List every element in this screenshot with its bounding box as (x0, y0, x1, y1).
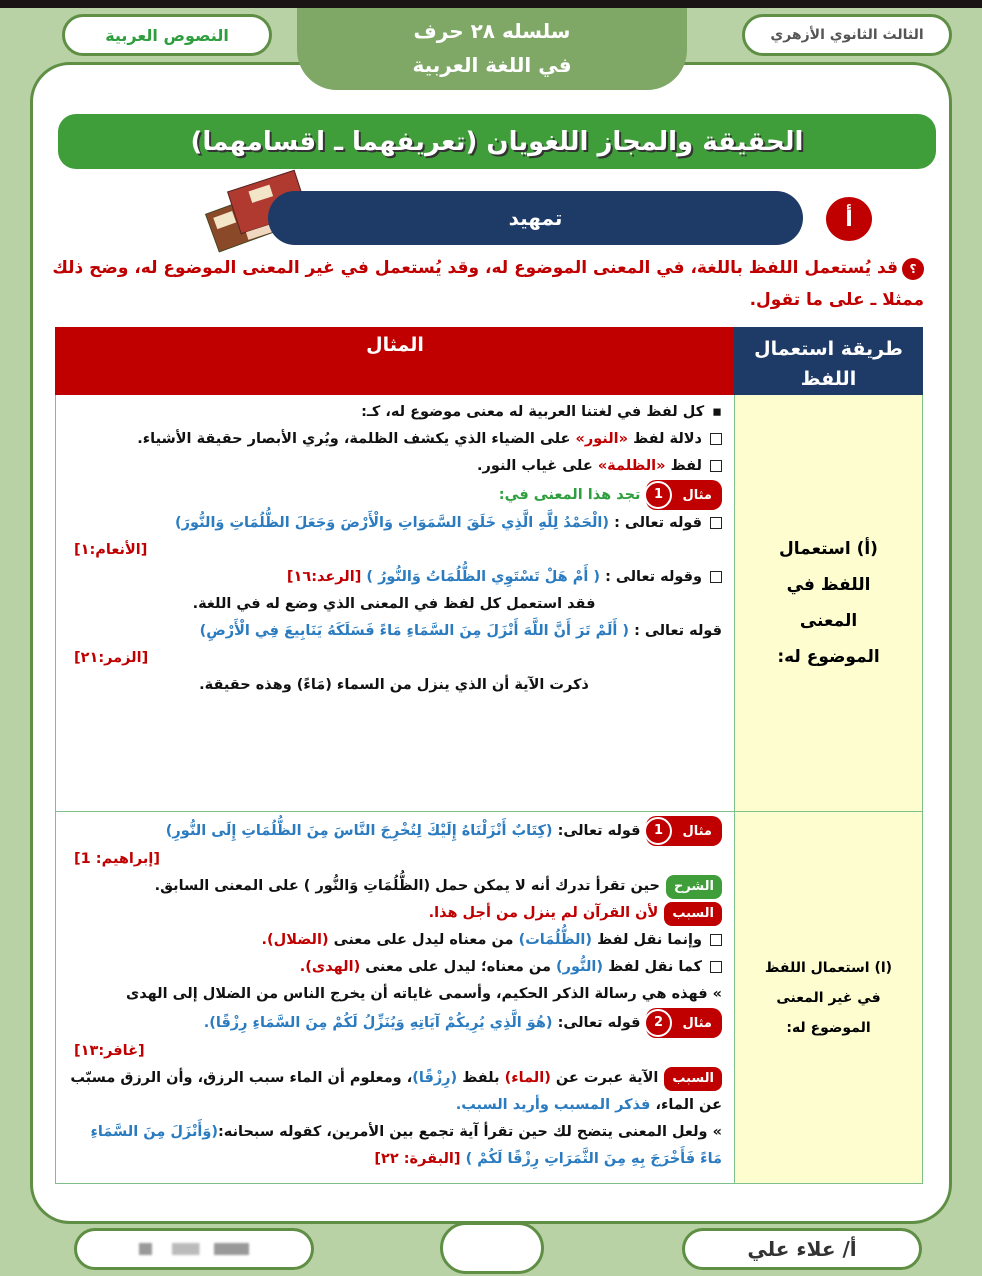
text-segment: من معناه؛ ليدل على معنى (360, 959, 556, 975)
bullet-icon: ▪ (712, 404, 722, 420)
text-segment: ( أَمْ هَلْ تَسْتَوِي الظُّلُمَاتُ وَالنُّورُ ) (366, 569, 601, 585)
text-segment: كل لفظ في لغتنا العربية له معنى موضوع له، كـ: (361, 404, 705, 420)
text-segment: (وَأَنْزَلَ مِنَ السَّمَاءِ مَاءً فَأَخْرَجَ بِهِ مِنَ الثَّمَرَاتِ رِزْقًا لَكُمْ ) (90, 1124, 722, 1167)
content-line (66, 564, 722, 591)
tag-badge: الشرح (666, 875, 722, 899)
table-row (56, 812, 923, 1184)
verse-reference: [إبراهيم: 1] (74, 851, 160, 867)
text-segment: (الضلال). (261, 932, 329, 948)
content-line (66, 927, 722, 954)
content-line (66, 399, 722, 426)
text-segment: [البقرة: ٢٢] (374, 1151, 466, 1167)
content-line (66, 816, 722, 873)
text-segment: (الماء) (504, 1070, 551, 1086)
text-segment: [الرعد:١٦] (286, 569, 367, 585)
text-segment: (رِزْقًا) (412, 1070, 458, 1086)
content-line (66, 873, 722, 900)
text-segment: » فهذه هي رسالة الذكر الحكيم، وأسمى غاياته أن يخرج الناس من الضلال إلى الهدى (125, 986, 722, 1002)
text-segment: لفظ (665, 458, 702, 474)
example-label: مثال (682, 487, 712, 503)
row-label: (ا) استعمال اللفظ في غير المعنى الموضوع له: (735, 812, 923, 1184)
footer-author-pill: أ/ علاء علي (682, 1228, 922, 1270)
text-segment: ( أَلَمْ تَرَ أَنَّ اللَّهَ أَنْزَلَ مِنَ السَّمَاءِ مَاءً فَسَلَكَهُ يَنَابِيعَ فِي الْأَرْضِ) (199, 623, 630, 639)
row-content (56, 395, 735, 812)
text-segment: قوله تعالى : (629, 623, 722, 639)
text-segment: (الظُّلُمَات) (518, 932, 593, 948)
checkbox-icon (710, 934, 722, 946)
page-title: الحقيقة والمجاز اللغويان (تعريفهما ـ اقسامهما) (58, 114, 936, 169)
verse-reference: [الزمر:٢١] (74, 650, 149, 666)
text-segment: على غياب النور. (477, 458, 598, 474)
text-segment: «النور» (575, 431, 629, 447)
text-segment: فذكر المسبب وأريد السبب. (455, 1097, 651, 1113)
example-badge (646, 1008, 722, 1038)
table-row (56, 395, 923, 812)
text-segment: الآية عبرت عن (550, 1070, 659, 1086)
example-number: 1 (644, 817, 672, 845)
text-segment: (الْحَمْدُ لِلَّهِ الَّذِي خَلَقَ السَّمَوَاتِ وَالْأَرْضَ وَجَعَلَ الظُّلُمَاتِ وَالنُّورَ) (175, 515, 610, 531)
tag-badge: السبب (664, 1067, 722, 1091)
content-line (66, 1119, 722, 1173)
text-segment: وقوله تعالى : (600, 569, 702, 585)
verse-reference: [الأنعام:١] (74, 542, 148, 558)
text-segment: «الظلمة» (597, 458, 666, 474)
text-segment: على الضياء الذي يكشف الظلمة، ويُري الأبصار حقيقة الأشياء. (137, 431, 576, 447)
text-segment: بلفظ (457, 1070, 505, 1086)
text-segment: قوله تعالى: (552, 823, 641, 839)
text-segment: (الهدى). (299, 959, 361, 975)
content-line (66, 453, 722, 480)
text-segment: (كِتَابٌ أَنْزَلْنَاهُ إِلَيْكَ لِتُخْرِجَ النَّاسَ مِنَ الظُّلُمَاتِ إِلَى النُّورِ) (165, 823, 553, 839)
example-label: مثال (682, 1015, 712, 1031)
example-number: 2 (644, 1009, 672, 1037)
content-line (66, 1065, 722, 1119)
content-line (66, 672, 722, 699)
text-segment: (هُوَ الَّذِي يُرِيكُمْ آيَاتِهِ وَيُنَزِّلُ لَكُمْ مِنَ السَّمَاءِ رِزْقًا). (203, 1015, 553, 1031)
tag-badge: السبب (664, 902, 722, 926)
text-segment: حين تقرأ تدرك أنه لا يمكن حمل (الظُّلُمَاتِ وَالنُّور ) على المعنى السابق. (154, 878, 660, 894)
section-letter-badge: أ (826, 197, 872, 241)
grade-pill: الثالث الثانوي الأزهري (742, 14, 952, 56)
example-badge (646, 480, 722, 510)
text-segment: ، ومعلوم أن الماء سبب الرزق، وأن الرزق مسبّب عن الماء، (70, 1070, 722, 1113)
footer-page-pill (440, 1222, 544, 1274)
series-line-2: في اللغة العربية (412, 53, 572, 77)
question-icon: ؟ (902, 258, 924, 280)
content-line (66, 618, 722, 672)
content-line (66, 954, 722, 981)
text-segment: ذكرت الآية أن الذي ينزل من السماء (مَاءً) وهذه حقيقة. (199, 677, 589, 693)
section-heading: تمهيد (268, 191, 803, 245)
series-line-1: سلسله ٢٨ حرف (413, 19, 571, 43)
verse-reference: [غافر:١٣] (74, 1043, 145, 1059)
text-segment: دلالة لفظ (628, 431, 702, 447)
subject-pill: النصوص العربية (62, 14, 272, 56)
example-badge (646, 816, 722, 846)
row-label: (أ) استعمال اللفظ في المعنى الموضوع له: (735, 395, 923, 812)
checkbox-icon (710, 571, 722, 583)
text-segment: » ولعل المعنى يتضح لك حين تقرأ آية تجمع بين الأمرين، كقوله سبحانه: (218, 1124, 722, 1140)
series-banner (297, 8, 687, 90)
blurred-contact (139, 1243, 249, 1255)
content-line (66, 900, 722, 927)
example-label: مثال (682, 823, 712, 839)
checkbox-icon (710, 433, 722, 445)
content-line (66, 981, 722, 1008)
text-segment: (النُّور) (555, 959, 604, 975)
content-line (66, 591, 722, 618)
comparison-table (55, 327, 923, 1184)
content-line (66, 426, 722, 453)
checkbox-icon (710, 517, 722, 529)
content-line (66, 510, 722, 564)
text-segment: من معناه ليدل على معنى (328, 932, 519, 948)
text-segment: كما نقل لفظ (603, 959, 702, 975)
example-number: 1 (644, 481, 672, 509)
header-usage-method: طريقة استعمال اللفظ (735, 328, 923, 395)
checkbox-icon (710, 460, 722, 472)
text-segment: فقد استعمل كل لفظ في المعنى الذي وضع له في اللغة. (192, 596, 596, 612)
footer-contact-pill (74, 1228, 314, 1270)
table-header-row (56, 328, 923, 395)
text-segment: وإنما نقل لفظ (592, 932, 702, 948)
content-line (66, 1008, 722, 1065)
text-segment: قوله تعالى : (609, 515, 702, 531)
checkbox-icon (710, 961, 722, 973)
text-segment: قوله تعالى: (552, 1015, 641, 1031)
question-text: قد يُستعمل اللفظ باللغة، في المعنى الموضوع له، وقد يُستعمل في غير المعنى الموضوع له، وضح ذلك ممثلا ـ على ما تقول. (52, 258, 924, 310)
top-bar (0, 0, 982, 8)
text-segment: لأن القرآن لم ينزل من أجل هذا. (428, 905, 659, 921)
question (44, 252, 924, 316)
row-content (56, 812, 735, 1184)
content-line (66, 480, 722, 510)
header-example: المثال (56, 328, 735, 395)
text-segment: تجد هذا المعنى في: (498, 487, 641, 503)
